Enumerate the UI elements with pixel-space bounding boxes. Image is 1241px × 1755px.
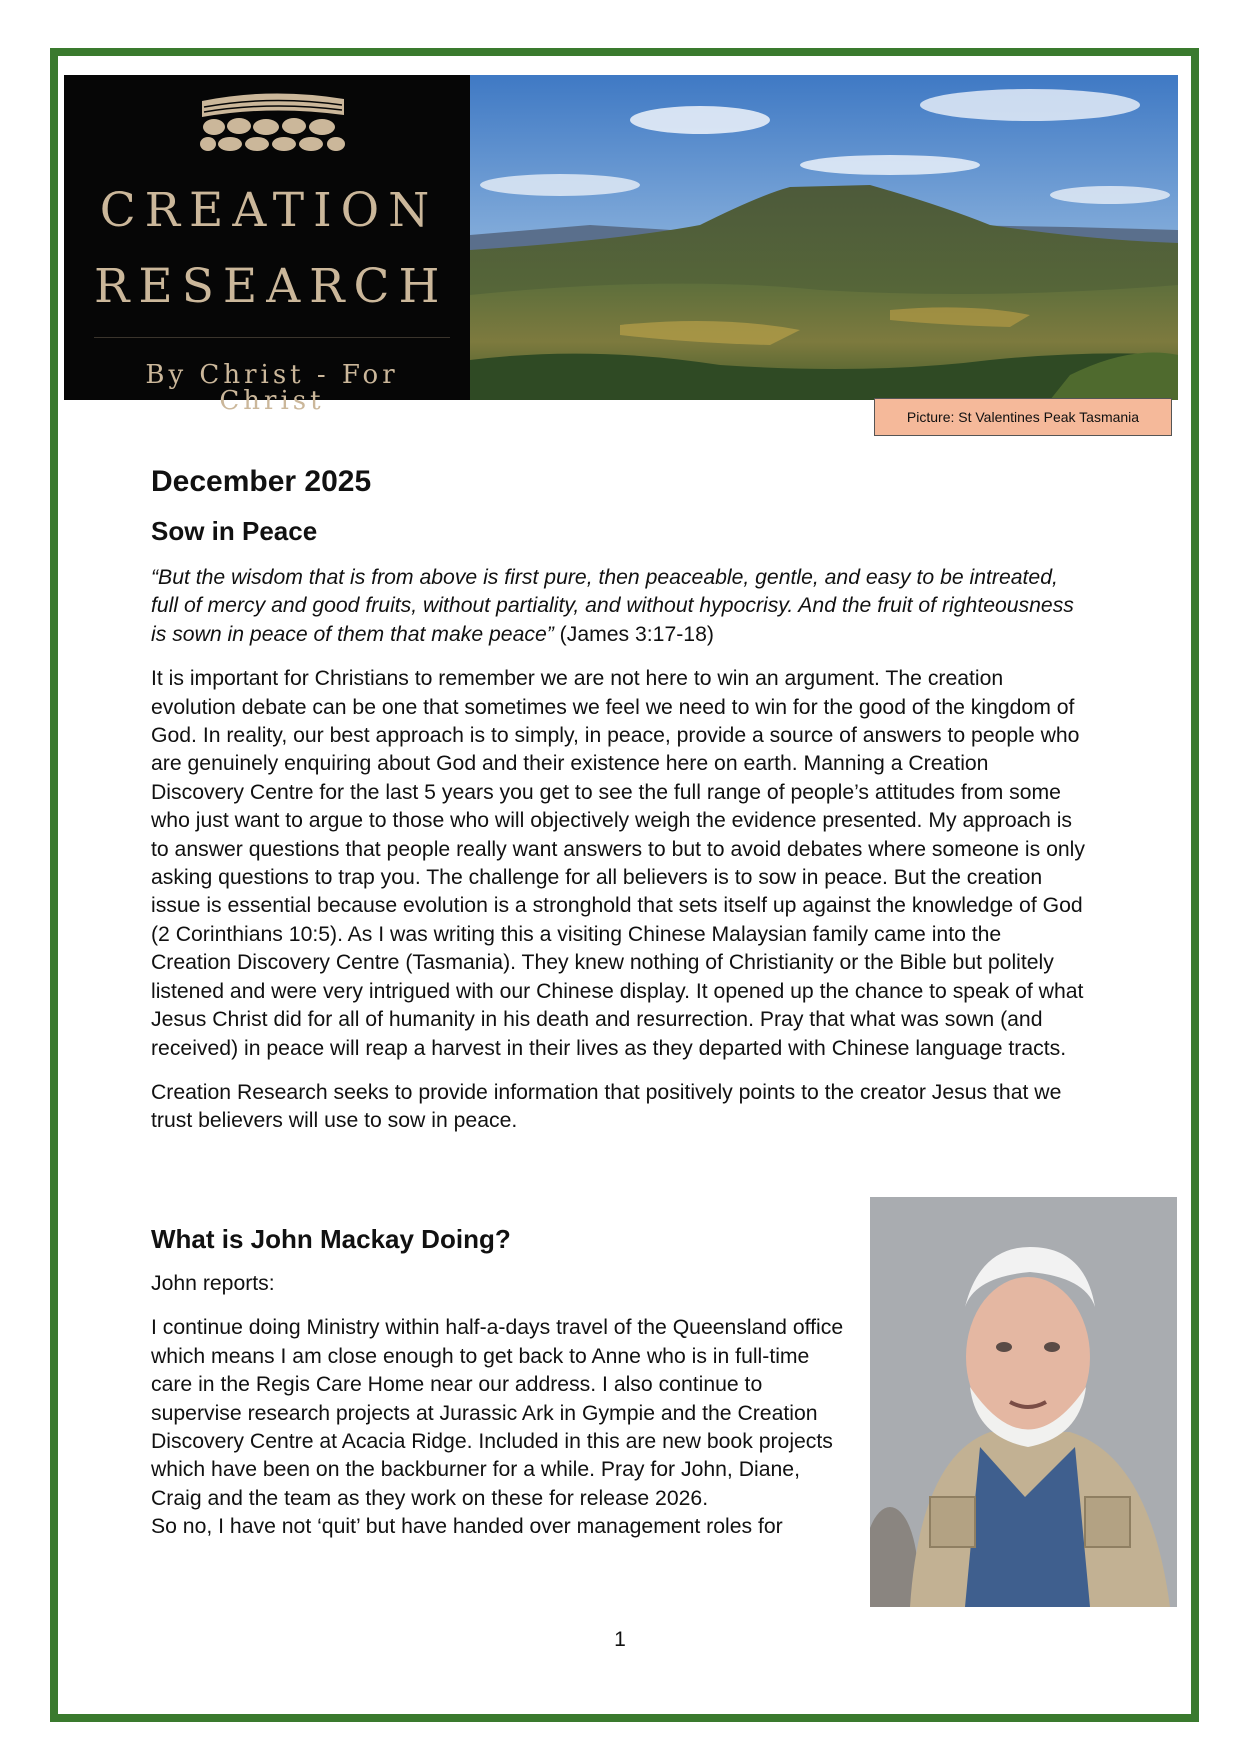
body-paragraph: It is important for Christians to remember we are not here to win an argument. The creation evolution debate can be one that sometimes we feel we need to win for the good of the kingdom of God. In reality, our best approach is to simply, in peace, provide a source of answers to people who are genuinely enquiring about God and their existence here on earth. Manning a Creation Discovery Centre for the last 5 years you get to see the full range of people’s attitudes from some who just want to argue to those who will objectively weigh the evidence presented. My approach is to answer questions that people really want answers to but to avoid debates where someone is only asking questions to trap you. The challenge for all believers is to sow in peace. But the creation issue is essential because evolution is a stronghold that sets itself up against the knowledge of God (2 Corinthians 10:5). As I was writing this a visiting Chinese Malaysian family came into the Creation Discovery Centre (Tasmania). They knew nothing of Christianity or the Bible but politely listened and were very intrigued with our Chinese display. It opened up the chance to speak of what Jesus Christ did for all of humanity in his death and resurrection. Pray that what was sown (and received) in peace will reap a harvest in their lives as they departed with Chinese language tracts.	[151, 667, 1085, 1060]
logo-panel	[64, 75, 470, 416]
mountain-landscape-photo	[470, 75, 1178, 400]
logo-title-line1: CREATION	[99, 183, 439, 238]
logo-divider	[94, 337, 450, 338]
scripture-quote	[151, 564, 1086, 649]
logo-mark-icon	[194, 93, 348, 153]
body-paragraph: Creation Research seeks to provide information that positively points to the creator Jesus that we trust believers will use to sow in peace.	[151, 1080, 1062, 1133]
quote-text: “But the wisdom that is from above is first pure, then peaceable, gentle, and easy to be intreated, full of mercy and good fruits, without partiality, and without hypocrisy. And the fruit of righteousness is sown in peace of them that make peace”	[151, 566, 1074, 646]
photo-caption: Picture: St Valentines Peak Tasmania	[874, 398, 1172, 436]
quote-reference: (James 3:17-18)	[553, 622, 714, 646]
page-number: 1	[614, 1628, 626, 1651]
logo-tagline: By Christ - For Christ	[145, 360, 399, 416]
newsletter-header	[64, 75, 1178, 416]
section-heading-sow-in-peace: Sow in Peace	[151, 516, 318, 546]
portrait-photo	[870, 1197, 1177, 1607]
issue-date-heading: December 2025	[151, 465, 372, 498]
logo-title-line2: RESEARCH	[94, 259, 449, 314]
section-heading-john-mackay: What is John Mackay Doing?	[151, 1224, 511, 1254]
john-mackay-section	[151, 1213, 851, 1542]
body-paragraph: John reports:	[151, 1272, 275, 1295]
body-paragraph: I continue doing Ministry within half-a-days travel of the Queensland office which means I am close enough to get back to Anne who is in full-time care in the Regis Care Home near our address. I also continue to supervise research projects at Jurassic Ark in Gympie and the Creation Discovery Centre at Acacia Ridge. Included in this are new book projects which have been on the backburner for a while. Pray for John, Diane, Craig and the team as they work on these for release 2026.	[151, 1316, 844, 1510]
main-content	[151, 455, 1086, 1136]
body-paragraph: So no, I have not ‘quit’ but have handed over management roles for	[151, 1515, 783, 1539]
